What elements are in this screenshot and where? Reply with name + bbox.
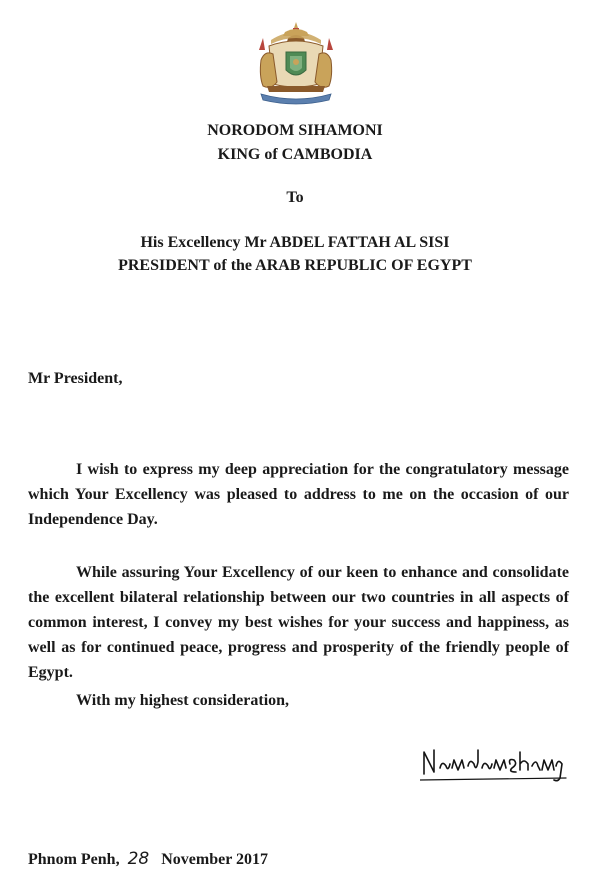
sender-title: KING of CAMBODIA <box>217 146 373 163</box>
date-day-handwritten: 28 <box>127 849 150 869</box>
closing-line: With my highest consideration, <box>76 692 290 709</box>
salutation: Mr President, <box>28 370 123 387</box>
sender-name: NORODOM SIHAMONI <box>207 122 383 139</box>
place-and-date <box>28 847 268 872</box>
recipient-name: His Excellency Mr ABDEL FATTAH AL SISI <box>140 234 450 251</box>
handwritten-signature <box>420 744 568 784</box>
royal-arms-of-cambodia-icon <box>255 20 337 106</box>
date-month-year: November 2017 <box>161 851 269 868</box>
to-label: To <box>286 189 304 206</box>
paragraph-relationship: While assuring Your Excellency of our keen to enhance and consolidate the excellent bilateral relationship between our two countries in all aspects of common interest, I convey my best wishes for your success and happiness, as well as for continued peace, progress and prosperity of the friendly people of Egypt. <box>28 564 569 681</box>
paragraph-appreciation: I wish to express my deep appreciation for the congratulatory message which Your Excellency was pleased to address to me on the occasion of our Independence Day. <box>28 461 569 528</box>
place-city: Phnom Penh, <box>28 851 120 868</box>
recipient-title: PRESIDENT of the ARAB REPUBLIC OF EGYPT <box>118 257 472 274</box>
